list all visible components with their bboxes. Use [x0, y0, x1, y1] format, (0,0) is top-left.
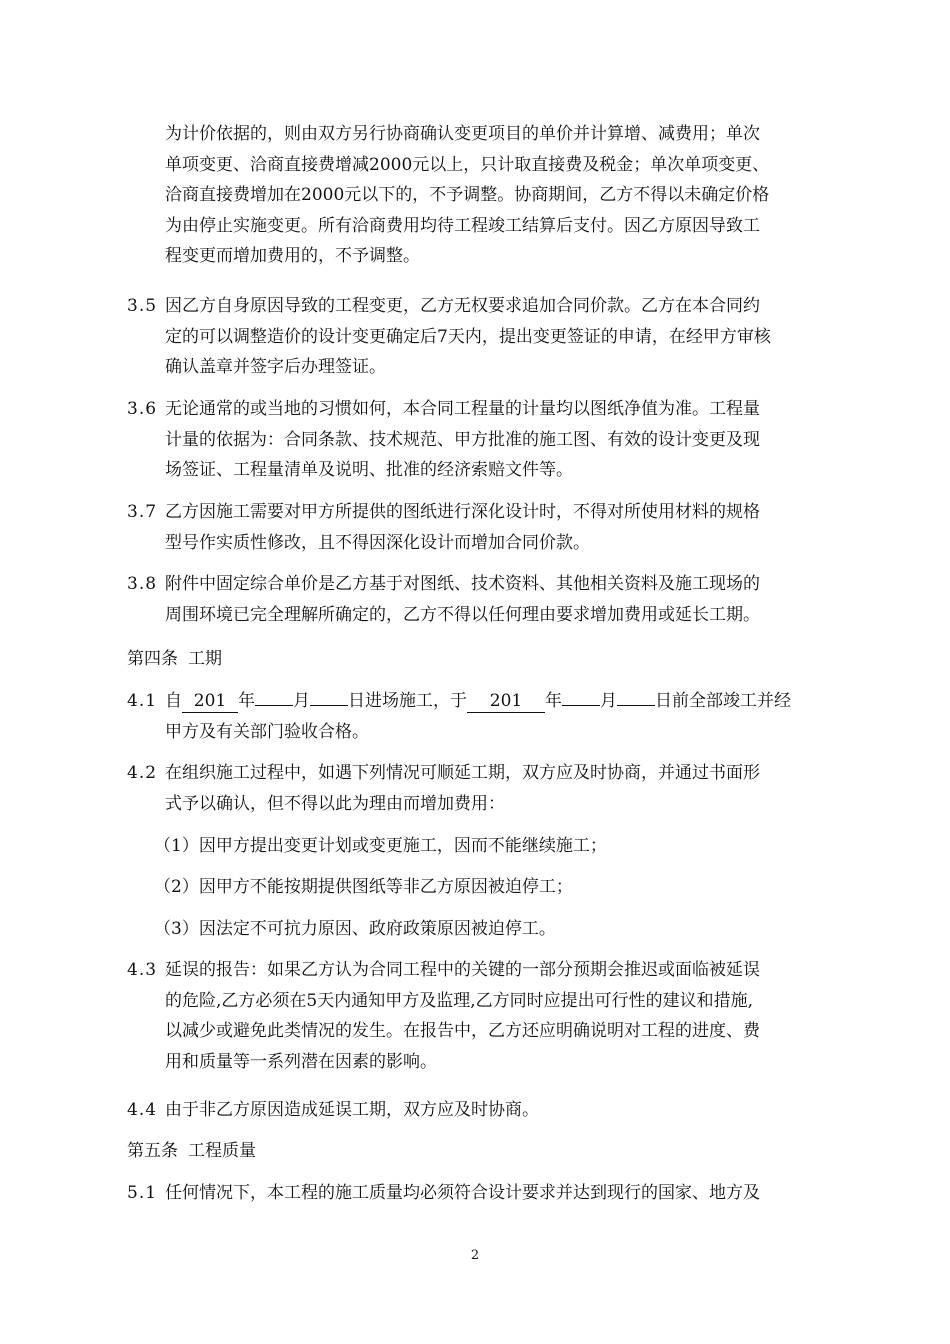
list-item: （3）因法定不可抗力原因、政府政策原因被迫停工。 — [154, 919, 556, 939]
text-line: 确认盖章并签字后办理签证。 — [165, 357, 386, 377]
article-title: 工程质量 — [188, 1141, 256, 1161]
text-fragment: 自 — [165, 691, 182, 711]
start-month-field[interactable] — [255, 705, 293, 706]
text-fragment: 日前全部竣工并经 — [655, 691, 791, 711]
text-line: 甲方及有关部门验收合格。 — [165, 721, 369, 742]
clause-number: 4.1 — [127, 691, 158, 711]
clause-number: 5.1 — [127, 1183, 158, 1203]
text-line: 程变更而增加费用的，不予调整。 — [165, 246, 420, 266]
clause-number: 4.2 — [127, 763, 158, 783]
article-5-heading — [127, 1136, 256, 1167]
list-item: （2）因甲方不能按期提供图纸等非乙方原因被迫停工； — [154, 877, 573, 897]
start-year-field[interactable]: 201 — [182, 690, 238, 713]
text-line: 用和质量等一系列潜在因素的影响。 — [165, 1051, 437, 1072]
clause-5-1 — [127, 1178, 837, 1209]
article-title: 工期 — [188, 649, 222, 669]
text-line: 任何情况下，本工程的施工质量均必须符合设计要求并达到现行的国家、地方及 — [165, 1183, 760, 1203]
clause-number: 3.6 — [127, 399, 158, 419]
clause-number: 3.8 — [127, 574, 158, 594]
clause-3-8 — [127, 569, 837, 630]
text-line: 延误的报告：如果乙方认为合同工程中的关键的一部分预期会推迟或面临被延误 — [165, 960, 760, 980]
text-line: 无论通常的或当地的习惯如何，本合同工程量的计量均以图纸净值为准。工程量 — [165, 399, 760, 419]
text-fragment: 月 — [600, 691, 617, 711]
list-item: （1）因甲方提出变更计划或变更施工，因而不能继续施工； — [154, 836, 607, 856]
clause-3-5 — [127, 291, 837, 383]
text-line: 由于非乙方原因造成延误工期，双方应及时协商。 — [165, 1100, 539, 1120]
text-line: 周围环境已完全理解所确定的，乙方不得以任何理由要求增加费用或延长工期。 — [165, 604, 760, 625]
clause-4-3 — [127, 955, 837, 1077]
clause-number: 3.5 — [127, 296, 158, 316]
text-line: 定的可以调整造价的设计变更确定后7天内，提出变更签证的申请，在经甲方审核 — [165, 326, 771, 347]
text-line: 的危险,乙方必须在5天内通知甲方及监理,乙方同时应提出可行性的建议和措施, — [165, 990, 754, 1011]
clause-4-2 — [127, 758, 837, 819]
text-fragment: 年 — [545, 691, 562, 711]
article-label: 第五条 — [127, 1141, 178, 1161]
clause-number: 4.4 — [127, 1100, 158, 1120]
page-number: 2 — [470, 1248, 480, 1263]
text-line: 附件中固定综合单价是乙方基于对图纸、技术资料、其他相关资料及施工现场的 — [165, 574, 760, 594]
end-month-field[interactable] — [562, 705, 600, 706]
text-fragment: 日进场施工，于 — [348, 691, 467, 711]
text-line: 型号作实质性修改，且不得因深化设计而增加合同价款。 — [165, 532, 590, 553]
text-line: 以减少或避免此类情况的发生。在报告中，乙方还应明确说明对工程的进度、费 — [165, 1021, 760, 1041]
clause-4-4 — [127, 1095, 837, 1126]
start-day-field[interactable] — [310, 705, 348, 706]
text-line: 因乙方自身原因导致的工程变更，乙方无权要求追加合同价款。乙方在本合同约 — [165, 296, 760, 316]
text-line: 在组织施工过程中，如遇下列情况可顺延工期，双方应及时协商，并通过书面形 — [165, 763, 760, 783]
text-line: 为计价依据的，则由双方另行协商确认变更项目的单价并计算增、减费用；单次 — [165, 124, 760, 144]
end-year-field[interactable]: 201 — [467, 690, 545, 713]
clause-3-7 — [127, 497, 837, 558]
clause-number: 3.7 — [127, 502, 158, 522]
text-fragment: 年 — [238, 691, 255, 711]
text-fragment: 月 — [293, 691, 310, 711]
text-line: 洽商直接费增加在2000元以下的，不予调整。协商期间，乙方不得以未确定价格 — [165, 185, 770, 205]
continued-paragraph — [165, 119, 835, 272]
schedule-line — [165, 686, 837, 717]
article-4-heading — [127, 644, 222, 675]
text-line: 为由停止实施变更。所有洽商费用均待工程竣工结算后支付。因乙方原因导致工 — [165, 215, 760, 236]
text-line: 乙方因施工需要对甲方所提供的图纸进行深化设计时，不得对所使用材料的规格 — [165, 502, 760, 522]
text-line: 单项变更、洽商直接费增减2000元以上，只计取直接费及税金；单次单项变更、 — [165, 154, 770, 175]
clause-number: 4.3 — [127, 960, 158, 980]
end-day-field[interactable] — [617, 705, 655, 706]
article-label: 第四条 — [127, 649, 178, 669]
clause-4-1 — [127, 686, 837, 747]
text-line: 场签证、工程量清单及说明、批准的经济索赔文件等。 — [165, 460, 573, 480]
clause-3-6 — [127, 394, 837, 486]
text-line: 计量的依据为：合同条款、技术规范、甲方批准的施工图、有效的设计变更及现 — [165, 429, 760, 450]
text-line: 式予以确认，但不得以此为理由而增加费用： — [165, 793, 505, 814]
